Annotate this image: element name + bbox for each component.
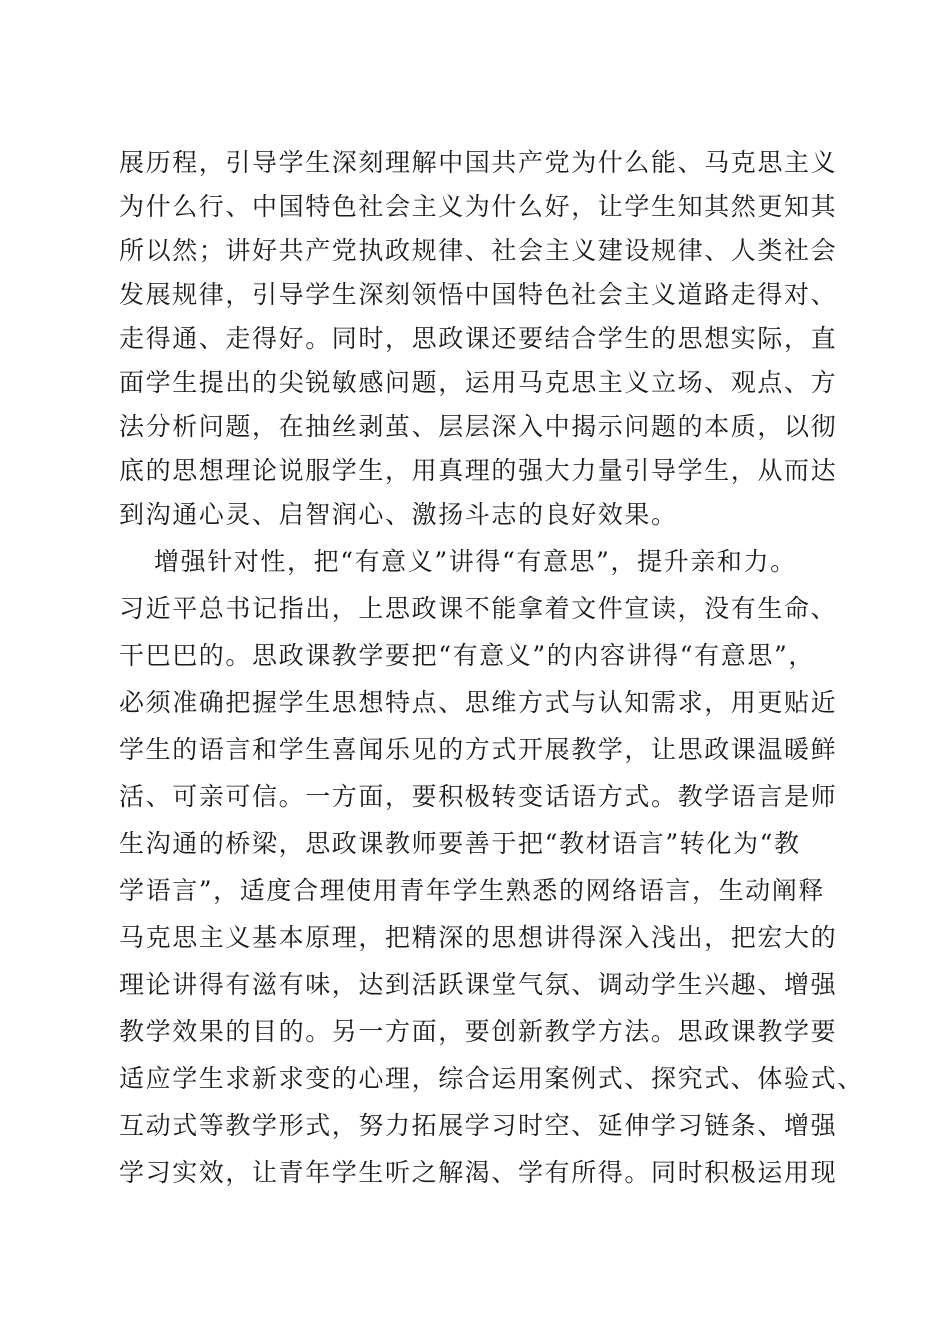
text-line: 学习实效，让青年学生听之解渴、学有所得。同时积极运用现 bbox=[119, 1158, 838, 1187]
text-line: 干巴巴的。思政课教学要把“有意义”的内容讲得“有意思”， bbox=[119, 641, 815, 670]
paragraph-first-line: 增强针对性，把“有意义”讲得“有意思”，提升亲和力。 bbox=[154, 547, 797, 576]
text-line: 学生的语言和学生喜闻乐见的方式开展教学，让思政课温暖鲜 bbox=[119, 735, 838, 764]
text-line: 习近平总书记指出，上思政课不能拿着文件宣读，没有生命、 bbox=[119, 594, 838, 623]
text-line: 理论讲得有滋有味，达到活跃课堂气氛、调动学生兴趣、增强 bbox=[119, 970, 838, 999]
text-line: 学语言”，适度合理使用青年学生熟悉的网络语言，生动阐释 bbox=[119, 876, 825, 905]
text-line: 教学效果的目的。另一方面，要创新教学方法。思政课教学要 bbox=[119, 1017, 838, 1046]
text-line: 面学生提出的尖锐敏感问题，运用马克思主义立场、观点、方 bbox=[119, 368, 838, 397]
text-line: 走得通、走得好。同时，思政课还要结合学生的思想实际，直 bbox=[119, 324, 838, 353]
text-line: 底的思想理论说服学生，用真理的强大力量引导学生，从而达 bbox=[119, 456, 838, 485]
text-line: 互动式等教学形式，努力拓展学习时空、延伸学习链条、增强 bbox=[119, 1111, 838, 1140]
text-line: 所以然；讲好共产党执政规律、社会主义建设规律、人类社会 bbox=[119, 236, 838, 265]
text-line: 马克思主义基本原理，把精深的思想讲得深入浅出，把宏大的 bbox=[119, 923, 838, 952]
text-line: 必须准确把握学生思想特点、思维方式与认知需求，用更贴近 bbox=[119, 688, 838, 717]
text-line: 适应学生求新求变的心理，综合运用案例式、探究式、体验式、 bbox=[119, 1064, 864, 1093]
text-line: 到沟通心灵、启智润心、激扬斗志的良好效果。 bbox=[119, 500, 678, 529]
text-line: 为什么行、中国特色社会主义为什么好，让学生知其然更知其 bbox=[119, 192, 838, 221]
text-line: 法分析问题，在抽丝剥茧、层层深入中揭示问题的本质，以彻 bbox=[119, 412, 838, 441]
text-line: 展历程，引导学生深刻理解中国共产党为什么能、马克思主义 bbox=[119, 148, 838, 177]
text-line: 发展规律，引导学生深刻领悟中国特色社会主义道路走得对、 bbox=[119, 280, 838, 309]
text-line: 生沟通的桥梁，思政课教师要善于把“教材语言”转化为“教 bbox=[119, 829, 801, 858]
text-line: 活、可亲可信。一方面，要积极转变话语方式。教学语言是师 bbox=[119, 782, 838, 811]
